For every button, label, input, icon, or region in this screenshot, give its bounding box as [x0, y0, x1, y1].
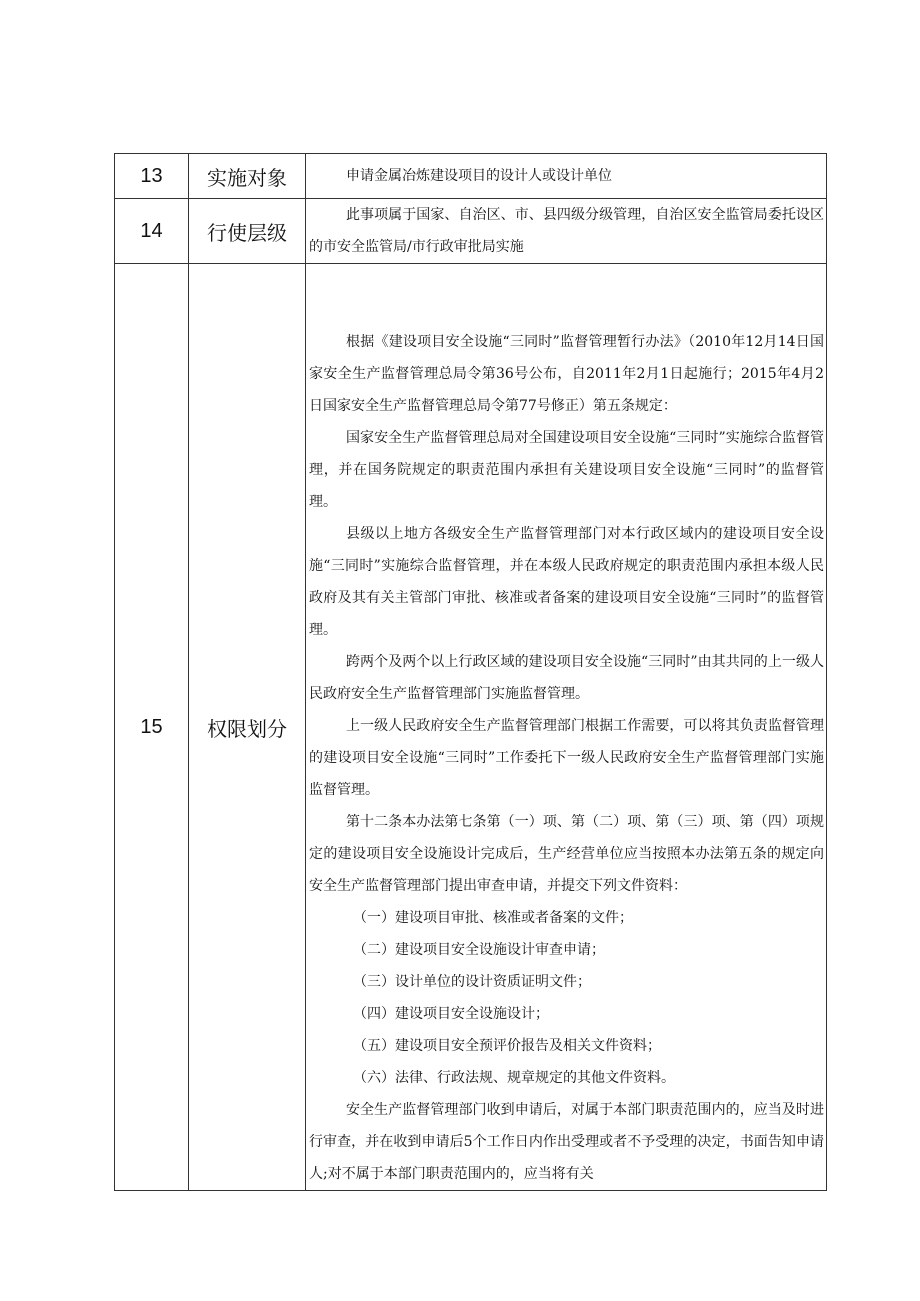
row-content [306, 199, 827, 264]
matters-table [114, 153, 827, 1191]
row-number: 15 [115, 264, 189, 1191]
list-item: （六）法律、行政法规、规章规定的其他文件资料。 [353, 1070, 675, 1086]
row-label: 行使层级 [189, 199, 306, 264]
list-item: （四）建设项目安全设施设计； [353, 1006, 549, 1022]
content-paragraph: 第十二条本办法第七条第（一）项、第（二）项、第（三）项、第（四）项规定的建设项目安全设施设计完成后，生产经营单位应当按照本办法第五条的规定向安全生产监督管理部门提出审查申请，并提交下列文件资料： [309, 814, 824, 894]
row-number: 13 [115, 154, 189, 199]
row-number: 14 [115, 199, 189, 264]
list-item: （二）建设项目安全设施设计审查申请； [353, 942, 605, 958]
row-content [306, 264, 827, 1191]
content-paragraph: 根据《建设项目安全设施“三同时”监督管理暂行办法》（2010年12月14日国家安全生产监督管理总局令第36号公布，自2011年2月1日起施行；2015年4月2日国家安全生产监督管理总局令第77号修正）第五条规定： [309, 334, 824, 414]
content-paragraph: 上一级人民政府安全生产监督管理部门根据工作需要，可以将其负责监督管理的建设项目安全设施“三同时”工作委托下一级人民政府安全生产监督管理部门实施监督管理。 [309, 718, 824, 798]
list-item: （五）建设项目安全预评价报告及相关文件资料； [353, 1038, 661, 1054]
content-paragraph: 跨两个及两个以上行政区域的建设项目安全设施“三同时”由其共同的上一级人民政府安全生产监督管理部门实施监督管理。 [309, 654, 824, 702]
list-item: （三）设计单位的设计资质证明文件； [353, 974, 591, 990]
content-paragraph: 县级以上地方各级安全生产监督管理部门对本行政区域内的建设项目安全设施“三同时”实施综合监督管理，并在本级人民政府规定的职责范围内承担本级人民政府及其有关主管部门审批、核准或者备案的建设项目安全设施“三同时”的监督管理。 [309, 526, 824, 638]
list-item: （一）建设项目审批、核准或者备案的文件； [353, 910, 633, 926]
table-row [115, 264, 827, 1191]
content-paragraph: 安全生产监督管理部门收到申请后，对属于本部门职责范围内的，应当及时进行审查，并在收到申请后5个工作日内作出受理或者不予受理的决定，书面告知申请人;对不属于本部门职责范围内的，应当将有关 [309, 1102, 824, 1182]
row-label: 实施对象 [189, 154, 306, 199]
row-label: 权限划分 [189, 264, 306, 1191]
table-row [115, 199, 827, 264]
content-paragraph: 此事项属于国家、自治区、市、县四级分级管理，自治区安全监管局委托设区的市安全监管局/市行政审批局实施 [309, 207, 824, 255]
table-row [115, 154, 827, 199]
content-paragraph: 申请金属冶炼建设项目的设计人或设计单位 [346, 168, 612, 184]
content-paragraph: 国家安全生产监督管理总局对全国建设项目安全设施“三同时”实施综合监督管理，并在国务院规定的职责范围内承担有关建设项目安全设施“三同时”的监督管理。 [309, 430, 824, 510]
row-content [306, 154, 827, 199]
